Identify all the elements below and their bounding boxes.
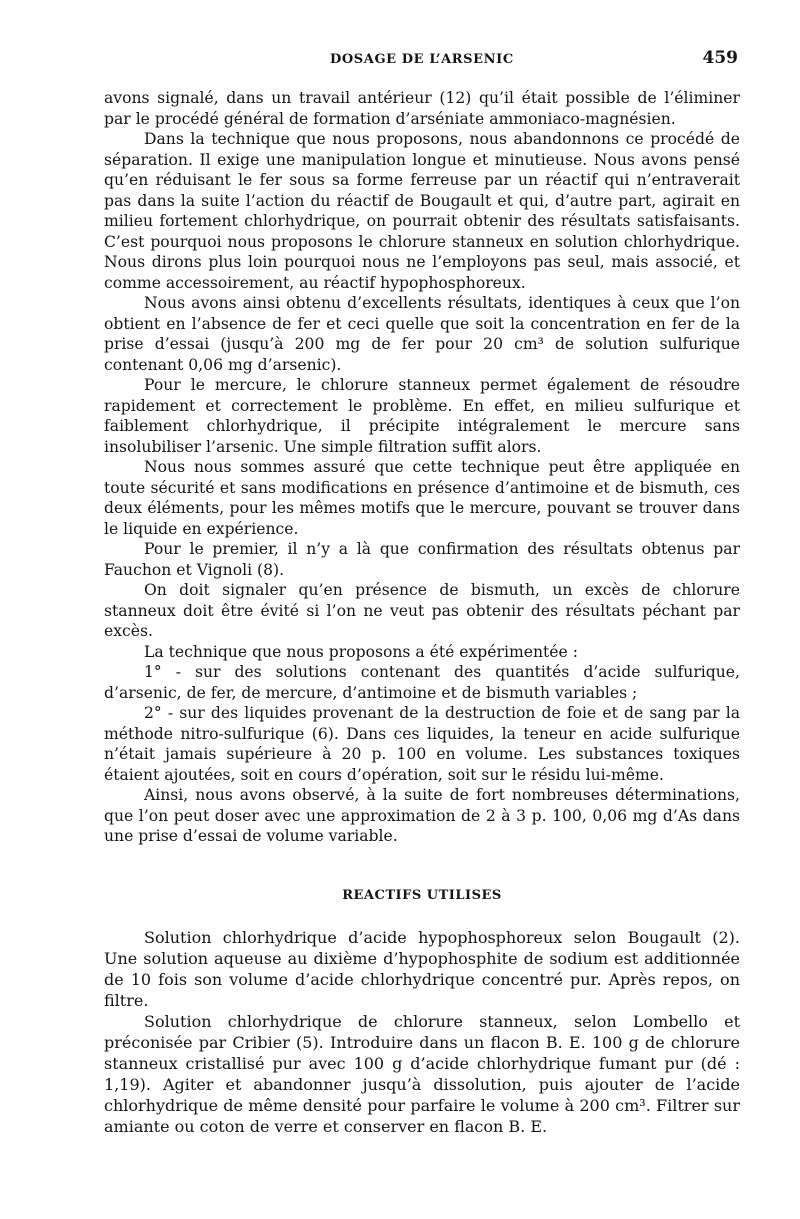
section-heading: REACTIFS UTILISES — [342, 888, 502, 903]
reagents-text — [104, 927, 740, 1137]
paragraph: Nous nous sommes assuré que cette technique peut être appliquée en toute sécurité et sans modifications en présence d’antimoine et de bismuth, ces deux éléments, pour les mêmes motifs que le mercure, pouvant se trouver dans le liquide en expérience. — [104, 458, 740, 538]
paragraph: Pour le mercure, le chlorure stanneux permet également de résoudre rapidement et correctement le problème. En effet, en milieu sulfurique et faiblement chlorhydrique, il précipite intégralement le mercure sans insolubiliser l’arsenic. Une simple filtration suffit alors. — [104, 376, 740, 456]
paragraph: Pour le premier, il n’y a là que confirmation des résultats obtenus par Fauchon et Vignoli (8). — [104, 540, 740, 579]
running-title: DOSAGE DE L’ARSENIC — [330, 52, 514, 67]
paragraph: Solution chlorhydrique de chlorure stanneux, selon Lombello et préconisée par Cribier (5). Introduire dans un flacon B. E. 100 g de chlorure stanneux cristallisé pur avec 100 g d’acide chlorhydrique fumant pur (dé : 1,19). Agiter et abandonner jusqu’à dissolution, puis ajouter de l’acide chlorhydrique de même densité pour parfaire le volume à 200 cm³. Filtrer sur amiante ou coton de verre et conserver en flacon B. E. — [104, 1012, 740, 1136]
paragraph: Nous avons ainsi obtenu d’excellents résultats, identiques à ceux que l’on obtient en l’absence de fer et ceci quelle que soit la concentration en fer de la prise d’essai (jusqu’à 200 mg de fer pour 20 cm³ de solution sulfurique contenant 0,06 mg d’arsenic). — [104, 294, 740, 374]
paragraph: La technique que nous proposons a été expérimentée : — [144, 642, 578, 661]
paragraph: Solution chlorhydrique d’acide hypophosphoreux selon Bougault (2). Une solution aqueuse au dixième d’hypophosphite de sodium est additionnée de 10 fois son volume d’acide chlorhydrique concentré pur. Après repos, on filtre. — [104, 928, 740, 1010]
body-text — [104, 88, 740, 847]
paragraph: On doit signaler qu’en présence de bismuth, un excès de chlorure stanneux doit être évité si l’on ne veut pas obtenir des résultats péchant par excès. — [104, 581, 740, 640]
paragraph: Dans la technique que nous proposons, nous abandonnons ce procédé de séparation. Il exige une manipulation longue et minutieuse. Nous avons pensé qu’en réduisant le fer sous sa forme ferreuse par un réactif qui n’entraverait pas dans la suite l’action du réactif de Bougault et qui, d’autre part, agirait en milieu fortement chlorhydrique, on pourrait obtenir des résultats satisfaisants. C’est pourquoi nous proposons le chlorure stanneux en solution chlorhydrique. Nous dirons plus loin pourquoi nous ne l’employons pas seul, mais associé, et comme accessoirement, au réactif hypophosphoreux. — [104, 130, 740, 292]
list-item: 2° - sur des liquides provenant de la destruction de foie et de sang par la méthode nitro-sulfurique (6). Dans ces liquides, la teneur en acide sulfurique n’était jamais supérieure à 20 p. 100 en volume. Les substances toxiques étaient ajoutées, soit en cours d’opération, soit sur le résidu lui-même. — [104, 704, 740, 784]
page-number: 459 — [702, 48, 738, 68]
paragraph: avons signalé, dans un travail antérieur (12) qu’il était possible de l’éliminer par le procédé général de formation d’arséniate ammoniaco-magnésien. — [104, 89, 740, 128]
paragraph: Ainsi, nous avons observé, à la suite de fort nombreuses déterminations, que l’on peut doser avec une approximation de 2 à 3 p. 100, 0,06 mg d’As dans une prise d’essai de volume variable. — [104, 786, 740, 845]
list-item: 1° - sur des solutions contenant des quantités d’acide sulfurique, d’arsenic, de fer, de mercure, d’antimoine et de bismuth variables ; — [104, 663, 740, 702]
